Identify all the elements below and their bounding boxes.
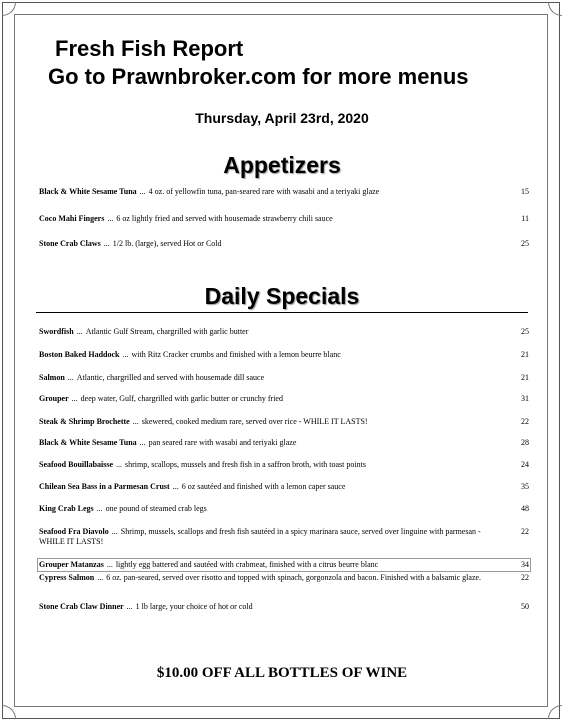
item-price: 11 [521,214,529,223]
menu-item: Swordfish ... Atlantic Gulf Stream, chargrilled with garlic butter 25 [39,327,529,336]
menu-item: Seafood Fra Diavolo ... Shrimp, mussels, scallops and fresh fish sautéed in a spicy marinara sauce, served over linguine with parmesan - WHILE IT LASTS! 22 [39,527,529,546]
item-name: Coco Mahi Fingers [39,214,105,223]
menu-item: Seafood Bouillabaisse ... shrimp, scallops, mussels and fresh fish in a saffron broth, with toast points 24 [39,460,529,469]
menu-item: Black & White Sesame Tuna ... pan seared rare with wasabi and teriyaki glaze 28 [39,438,529,447]
item-name: Black & White Sesame Tuna [39,438,137,447]
item-description: shrimp, scallops, mussels and fresh fish in a saffron broth, with toast points [125,460,366,469]
item-description: 6 oz. pan-seared, served over risotto and topped with spinach, gorgonzola and bacon. Finished with a balsamic glaze. [106,573,482,582]
item-price: 25 [521,327,529,336]
item-name: Grouper [39,394,69,403]
menu-item: Black & White Sesame Tuna ... 4 oz. of yellowfin tuna, pan-seared rare with wasabi and a teriyaki glaze 15 [39,187,529,196]
item-price: 35 [521,482,529,491]
item-price: 50 [521,602,529,611]
item-name: Black & White Sesame Tuna [39,187,137,196]
appetizers-heading: Appetizers [223,152,341,178]
item-description: 1/2 lb. (large), served Hot or Cold [112,239,222,248]
item-price: 31 [521,394,529,403]
website-link-text: Go to Prawnbroker.com for more menus [48,64,469,89]
menu-item: Cypress Salmon ... 6 oz. pan-seared, served over risotto and topped with spinach, gorgonzola and bacon. Finished with a balsamic glaze. 22 [39,573,529,582]
report-date: Thursday, April 23rd, 2020 [195,110,369,126]
item-name: Seafood Bouillabaisse [39,460,114,469]
section-divider [36,312,528,313]
menu-item-highlighted: Grouper Matanzas ... lightly egg battered and sautéed with crabmeat, finished with a citrus beurre blanc 34 [39,560,529,569]
item-description: Atlantic, chargrilled and served with housemade dill sauce [76,373,265,382]
item-description: with Ritz Cracker crumbs and finished with a lemon beurre blanc [131,350,341,359]
item-name: Boston Baked Haddock [39,350,120,359]
item-price: 34 [521,560,529,569]
report-title: Fresh Fish Report [55,36,244,61]
item-name: Swordfish [39,327,74,336]
item-name: Seafood Fra Diavolo [39,527,109,536]
menu-item: Grouper ... deep water, Gulf, chargrilled with garlic butter or crunchy fried 31 [39,394,529,403]
item-name: Stone Crab Claw Dinner [39,602,124,611]
menu-item: Stone Crab Claw Dinner ... 1 lb large, your choice of hot or cold 50 [39,602,529,611]
item-price: 22 [521,527,529,536]
item-price: 21 [521,350,529,359]
item-name: Steak & Shrimp Brochette [39,417,130,426]
item-description: Shrimp, mussels, scallops and fresh fish sautéed in a spicy marinara sauce, served over linguine with parmesan - WHILE IT LASTS! [39,527,481,546]
menu-item: Stone Crab Claws ... 1/2 lb. (large), served Hot or Cold 25 [39,239,529,248]
menu-item: Boston Baked Haddock ... with Ritz Cracker crumbs and finished with a lemon beurre blanc 21 [39,350,529,359]
item-name: Grouper Matanzas [39,560,104,569]
item-price: 21 [521,373,529,382]
item-description: lightly egg battered and sautéed with crabmeat, finished with a citrus beurre blanc [115,560,379,569]
item-name: Salmon [39,373,65,382]
item-price: 28 [521,438,529,447]
item-price: 25 [521,239,529,248]
menu-item: Salmon ... Atlantic, chargrilled and served with housemade dill sauce 21 [39,373,529,382]
item-description: skewered, cooked medium rare, served over rice - WHILE IT LASTS! [141,417,368,426]
item-price: 22 [521,573,529,582]
wine-promo: $10.00 OFF ALL BOTTLES OF WINE [156,665,408,681]
item-description: 6 oz sautéed and finished with a lemon caper sauce [181,482,346,491]
item-description: deep water, Gulf, chargrilled with garlic butter or crunchy fried [80,394,283,403]
item-price: 24 [521,460,529,469]
item-name: Stone Crab Claws [39,239,101,248]
item-description: 4 oz. of yellowfin tuna, pan-seared rare with wasabi and a teriyaki glaze [148,187,380,196]
menu-item: Chilean Sea Bass in a Parmesan Crust ... 6 oz sautéed and finished with a lemon caper sauce 35 [39,482,529,491]
daily-specials-heading: Daily Specials [204,283,360,309]
menu-item: King Crab Legs ... one pound of steamed crab legs 48 [39,504,529,513]
item-price: 22 [521,417,529,426]
item-description: one pound of steamed crab legs [105,504,207,513]
menu-item: Coco Mahi Fingers ... 6 oz lightly fried and served with housemade strawberry chili sauce 11 [39,214,529,223]
menu-item: Steak & Shrimp Brochette ... skewered, cooked medium rare, served over rice - WHILE IT LASTS! 22 [39,417,529,426]
item-name: King Crab Legs [39,504,94,513]
item-name: Chilean Sea Bass in a Parmesan Crust [39,482,170,491]
item-price: 15 [521,187,529,196]
item-name: Cypress Salmon [39,573,95,582]
item-description: pan seared rare with wasabi and teriyaki glaze [148,438,297,447]
item-description: 1 lb large, your choice of hot or cold [135,602,253,611]
item-description: Atlantic Gulf Stream, chargrilled with garlic butter [85,327,249,336]
item-description: 6 oz lightly fried and served with housemade strawberry chili sauce [116,214,333,223]
item-price: 48 [521,504,529,513]
